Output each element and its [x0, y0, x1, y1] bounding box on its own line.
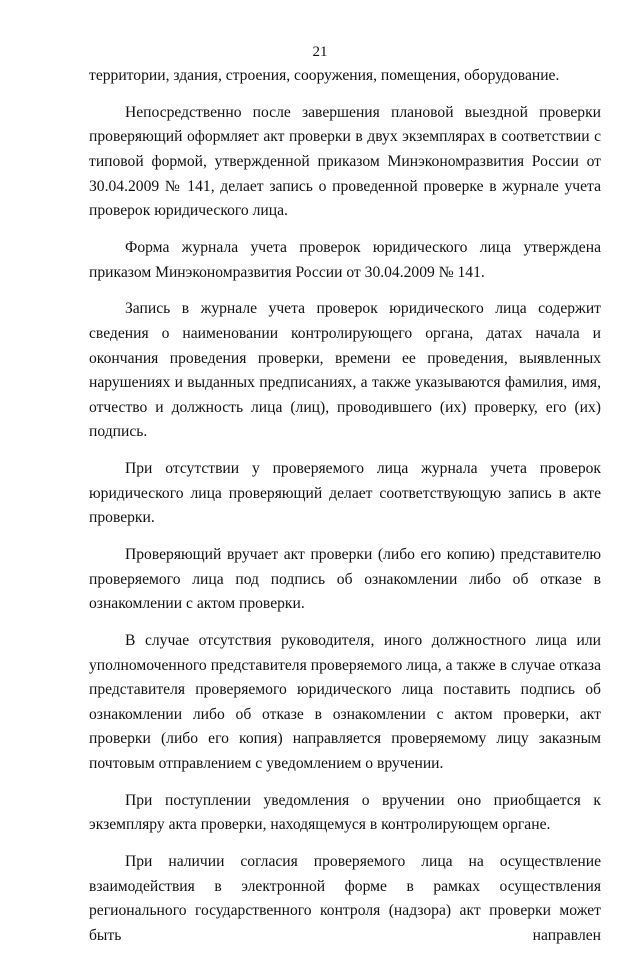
- paragraph-act-delivery: Проверяющий вручает акт проверки (либо его копию) представителю проверяемого лица под подпись об ознакомлении либо об отказе в ознакомлении с актом проверки.: [89, 546, 601, 613]
- paragraph-continuation: территории, здания, строения, сооружения, помещения, оборудование.: [89, 67, 560, 84]
- paragraph-journal-entry: Запись в журнале учета проверок юридического лица содержит сведения о наименовании контролирующего органа, датах начала и окончания проведения проверки, времени ее проведения, выявленных нарушениях и выданных предписаниях, а также указываются фамилия, имя, отчество и должность лица (лиц), проводившего (их) проверку, его (их) подпись.: [89, 300, 601, 441]
- page-number: 21: [312, 44, 328, 60]
- paragraph-act-drafting: Непосредственно после завершения плановой выездной проверки проверяющий оформляет акт проверки в двух экземплярах в соответствии с типовой формой, утвержденной приказом Минэкономразвития России от 30.04.2009 № 141, делает запись о проведенной проверке в журнале учета проверок юридического лица.: [89, 103, 601, 220]
- paragraph-mail-delivery: В случае отсутствия руководителя, иного должностного лица или уполномоченного представителя проверяемого лица, а также в случае отказа представителя проверяемого юридического лица поставить подпись об ознакомлении либо об отказе в ознакомлении с актом проверки, акт проверки (либо его копия) направляется проверяемому лицу заказным почтовым отправлением с уведомлением о вручении.: [89, 632, 601, 772]
- paragraph-electronic-form: При наличии согласия проверяемого лица на осуществление взаимодействия в электронной форме в рамках осуществления регионального государственного контроля (надзора) акт проверки может быть направлен: [89, 853, 601, 944]
- body-text: [89, 64, 601, 961]
- paragraph-journal-form: Форма журнала учета проверок юридического лица утверждена приказом Минэкономразвития России от 30.04.2009 № 141.: [89, 238, 601, 281]
- paragraph-no-journal: При отсутствии у проверяемого лица журнала учета проверок юридического лица проверяющий делает соответствующую запись в акте проверки.: [89, 460, 601, 527]
- paragraph-notification: При поступлении уведомления о вручении оно приобщается к экземпляру акта проверки, находящемуся в контролирующем органе.: [89, 791, 601, 834]
